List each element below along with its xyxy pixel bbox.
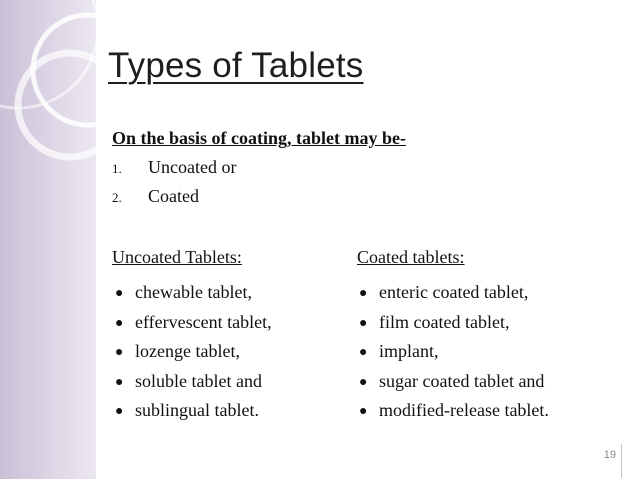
list-item [359,282,549,312]
coated-list [359,282,549,430]
bullet-icon: ● [359,345,368,360]
list-item [359,341,549,371]
bullet-icon: ● [115,286,124,301]
bullet-icon: ● [359,315,368,331]
bullet-icon: ● [359,374,368,390]
item-text: Coated [148,186,199,206]
bullet-icon: ● [115,345,124,360]
bullet-icon: ● [115,315,124,331]
list-item [115,400,272,430]
list-item-text: enteric coated tablet, [379,282,529,302]
numbered-list [112,157,236,215]
item-number: 2. [112,190,122,205]
uncoated-heading: Uncoated Tablets: [112,247,242,267]
list-item [359,400,549,430]
list-item [115,371,272,401]
item-text: Uncoated or [148,157,237,177]
list-item-text: modified-release tablet. [379,400,549,420]
item-number: 1. [112,161,122,176]
list-item-text: lozenge tablet, [135,341,240,361]
list-item-text: sublingual tablet. [135,400,259,420]
bullet-icon: ● [115,404,124,419]
list-item [115,312,272,342]
bullet-icon: ● [359,286,368,301]
list-item [359,312,549,342]
numbered-item [112,186,236,215]
bullet-icon: ● [359,404,368,419]
frame-divider [621,444,622,478]
list-item-text: soluble tablet and [135,370,262,391]
list-item [115,341,272,371]
list-item-text: implant, [379,341,439,361]
uncoated-list [115,282,272,430]
bullet-icon: ● [115,374,124,390]
page-number: 19 [603,449,616,461]
list-item [359,371,549,401]
list-item [115,282,272,312]
list-item-text: effervescent tablet, [135,311,272,332]
list-item-text: sugar coated tablet and [379,370,545,391]
list-item-text: film coated tablet, [379,311,510,332]
numbered-item [112,157,236,186]
slide-title: Types of Tablets [108,46,364,85]
list-item-text: chewable tablet, [135,282,252,302]
coated-heading: Coated tablets: [357,247,465,267]
slide-subtitle: On the basis of coating, tablet may be- [112,128,406,148]
